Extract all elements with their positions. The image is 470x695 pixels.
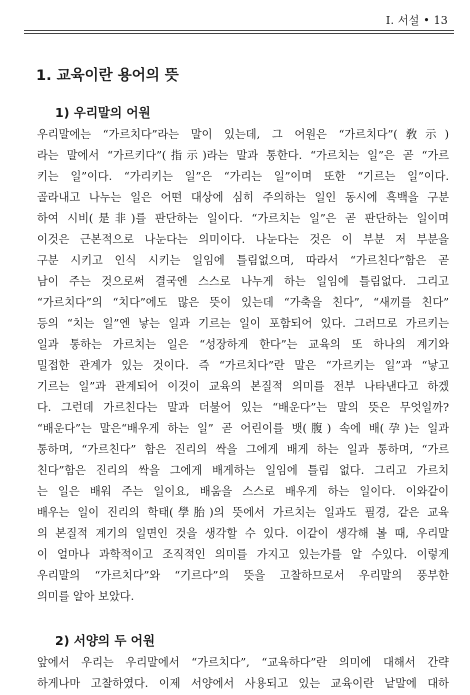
text-line: 통하며, “가르친다” 함은 진리의 싹을 그에게 배게 하는 일과 통하며, “가르 [37,443,449,456]
text-line: 다. 그런데 가르친다는 말과 더불어 있는 “배운다”는 말의 뜻은 무엇일까? [37,401,449,414]
text-line: 우리말의 “가르치다”와 “기르다”의 뜻을 고찰하므로서 우리말의 풍부한 [37,569,449,582]
text-line: 의미를 알아 보았다. [37,590,135,603]
text-line: 골라내고 나누는 일은 어떤 대상에 심히 주의하는 일인 동시에 흑백을 구분 [37,191,449,204]
text-line: 구분 시키고 인식 시키는 일임에 틀림없으며, 따라서 “가르친다”함은 곧 [37,254,449,267]
text-line: 의 본질적 계기의 일면인 것을 생각할 수 있다. 이같이 생각해 볼 때, 우리말 [37,527,449,540]
header-rule-double [24,33,454,34]
text-line: 등의 “치는 일”엔 낳는 일과 기르는 일이 포함되어 있다. 그러므로 가르키는 [37,317,449,330]
text-line: 일과 통하는 가르치는 일은 “성장하게 한다”는 교육의 또 하나의 계기와 [37,338,449,351]
text-line: 는 일은 배워 주는 일이요, 배움을 스스로 배우게 하는 일이다. 이와같이 [37,485,449,498]
section-title: 1. 교육이란 용어의 뜻 [36,68,179,84]
text-line: 라는 말에서 “가르키다”(指示)라는 말과 통한다. “가르치는 일”은 곧 “가르 [37,149,449,162]
subsection-title-western-origin: 2) 서양의 두 어원 [55,633,155,648]
text-line: 우리말에는 “가르치다”라는 말이 있는데, 그 어원은 “가르치다”(敎示) [37,128,449,141]
subsection-title-korean-origin: 1) 우리말의 어원 [55,105,151,120]
text-line: 배우는 일이 진리의 학태(學胎)의 뜻에서 가르치는 일과도 필경, 같은 교육 [37,506,449,519]
paragraph-western-origin [37,652,449,694]
running-header: Ⅰ. 서설 • 13 [385,14,448,27]
text-line: 기르는 일”과 관계되어 이것이 교육의 본질적 의미를 전부 나타낸다고 하겠 [37,380,449,393]
paragraph-korean-origin [37,124,449,607]
text-line: 하여 시비(是非)를 판단하는 일이다. “가르치는 일”은 곧 판단하는 일이며 [37,212,449,225]
text-line: 남이 주는 것으로써 결국엔 스스로 나누게 하는 일임에 틀림없다. 그리고 [37,275,449,288]
text-line: 이 얼마나 과학적이고 조직적인 의미를 가지고 있는가를 알 수있다. 이렇게 [37,548,449,561]
text-line: “가르치다”의 “치다”에도 많은 뜻이 있는데 “가축을 친다”, “새끼를 친다” [37,296,449,309]
header-rule [24,30,454,31]
text-line: “배운다”는 말은“배우게 하는 일” 곧 어린이를 뱃(腹) 속에 배(孕)는 일과 [37,422,449,435]
text-line: 하게나마 고찰하였다. 이제 서양에서 사용되고 있는 교육이란 낱말에 대하 [37,677,449,690]
text-line: 밀접한 관계가 있는 것이다. 즉 “가르치다”란 말은 “가르키는 일”과 “낳고 [37,359,449,372]
text-line: 이것은 근본적으로 나눈다는 의미이다. 나눈다는 것은 이 부분 저 부분을 [37,233,449,246]
text-line: 앞에서 우리는 우리말에서 “가르치다”, “교육하다”란 의미에 대해서 간략 [37,656,449,669]
text-line: 친다”함은 진리의 싹을 그에게 배게하는 일임에 틀림 없다. 그리고 가르치 [37,464,449,477]
text-line: 키는 일”이다. “가리키는 일”은 “가리는 일”이며 또한 “기르는 일”이다. [37,170,449,183]
